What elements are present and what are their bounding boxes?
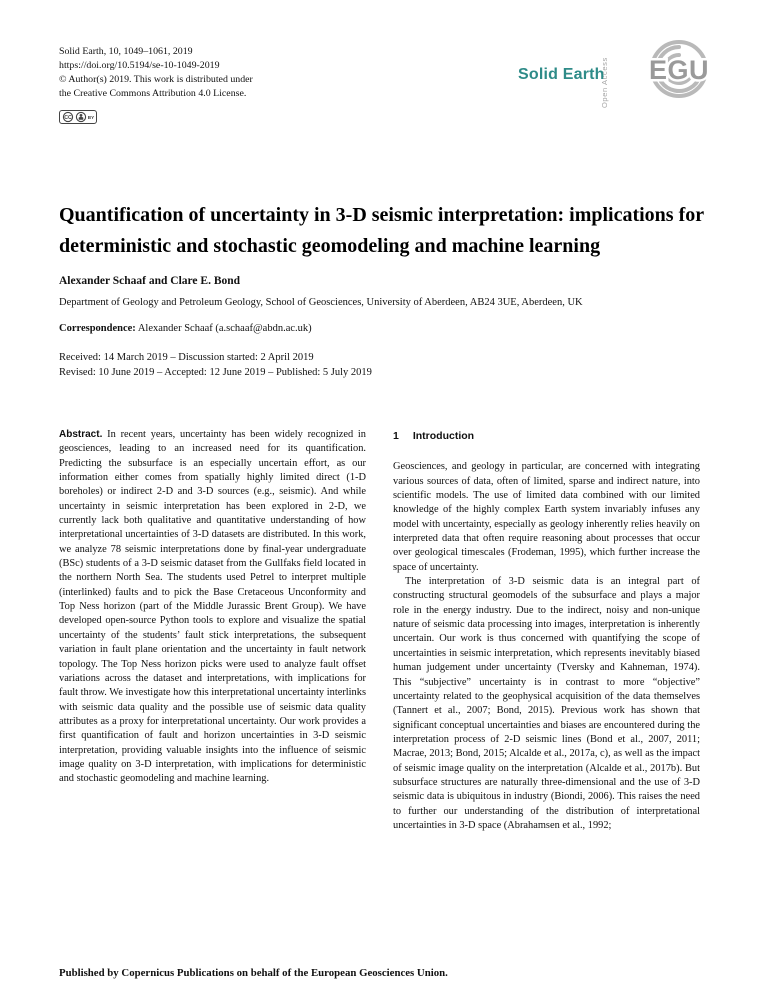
introduction-column <box>393 428 700 833</box>
section-title: Introduction <box>412 430 475 442</box>
journal-logotype: Solid Earth <box>518 66 605 83</box>
copyright-line: © Author(s) 2019. This work is distributed under <box>59 74 253 85</box>
publisher-footer: Published by Copernicus Publications on behalf of the European Geosciences Union. <box>59 967 448 979</box>
cc-by-license-badge[interactable] <box>59 110 97 129</box>
body-columns <box>59 428 700 833</box>
revised-line: Revised: 10 June 2019 – Accepted: 12 June 2019 – Published: 5 July 2019 <box>59 366 372 378</box>
svg-text:BY: BY <box>87 115 95 121</box>
svg-text:CC: CC <box>64 115 72 122</box>
introduction-paragraph-1: Geosciences, and geology in particular, are concerned with integrating various sources of data, often of limited, sparse and indirect nature, into scientific models. The use of limited data combined with our limited knowledge of the highly complex Earth system invariably infuses any model with uncertainty, especially as geology inherently relies heavily on interpreted data that often require reasoning about processes that occur over geological timescales (Frodeman, 1995), which further increase the space of uncertainty. <box>393 461 700 573</box>
abstract-paragraph <box>59 428 366 787</box>
doi-link[interactable]: https://doi.org/10.5194/se-10-1049-2019 <box>59 60 220 71</box>
abstract-column <box>59 428 366 833</box>
section-heading-introduction <box>393 429 700 443</box>
paper-title: Quantification of uncertainty in 3-D seismic interpretation: implications for deterministic and stochastic geomodeling and machine learning <box>59 204 704 257</box>
introduction-paragraph-2: The interpretation of 3-D seismic data is an integral part of constructing structural geomodels of the subsurface and plays a major role in the energy industry. Due to the indirect, noisy and non-unique nature of seismic data processing into images, interpretation is inherently uncertain. Our work is thus concerned with quantifying the scope of uncertainties in seismic interpretation, which represents inevitably biased human judgement under uncertainty (Tversky and Kahneman, 1974). This “subjective” uncertainty is in contrast to more “objective” uncertainty related to the geophysical acquisition of the data themselves (Tannert et al., 2007; Bond, 2015). Previous work has shown that significant conceptual uncertainties and biases are encountered during the interpretation process of 2-D seismic lines (Bond et al., 2007, 2011; Macrae, 2013; Bond, 2015; Alcalde et al., 2017a, c), as well as the impact of seismic image quality on the interpretation (Alcalde et al., 2017b). But subsurface structures are naturally three-dimensional and the use of 3-D seismic data is ubiquitous in industry (Biondi, 2006). This raises the need to further our understanding of the distribution of interpretational uncertainties in 3-D space (Abrahamsen et al., 1992; <box>393 576 700 831</box>
egu-logo-icon <box>627 38 711 104</box>
correspondence-label: Correspondence: <box>59 323 136 334</box>
cc-by-icon <box>59 110 97 124</box>
received-line: Received: 14 March 2019 – Discussion started: 2 April 2019 <box>59 352 314 363</box>
license-line: the Creative Commons Attribution 4.0 License. <box>59 88 247 99</box>
svg-text:EGU: EGU <box>649 55 710 85</box>
journal-citation: Solid Earth, 10, 1049–1061, 2019 <box>59 46 193 57</box>
correspondence-line <box>59 323 711 334</box>
open-access-label: Open Access <box>600 57 609 108</box>
abstract-label: Abstract. <box>59 429 103 440</box>
correspondence-email[interactable]: Alexander Schaaf (a.schaaf@abdn.ac.uk) <box>137 323 312 334</box>
abstract-text: In recent years, uncertainty has been widely recognized in geosciences, leading to an increased need for its quantification. Predicting the subsurface is an especially uncertain effort, as our information either comes from spatially highly limited direct (1-D boreholes) or indirect 2-D and 3-D sources (e.g., seismic). And while uncertainty in seismic interpretation has been explored in 2-D, we currently lack both qualitative and quantitative understanding of how interpretational uncertainties of 3-D datasets are distributed. In this work, we analyze 78 seismic interpretations done by final-year undergraduate (BSc) students of a 3-D seismic dataset from the Gullfaks field located in the northern North Sea. The students used Petrel to interpret multiple (interlinked) faults and to pick the Base Cretaceous Unconformity and Top Ness horizon (part of the Middle Jurassic Brent Group). We have developed open-source Python tools to explore and visualize the spatial uncertainty of the students’ fault stick interpretations, the subsequent variation in fault plane orientation and the uncertainty in fault network topology. The Top Ness horizon picks were used to analyze fault offset variations across the dataset and interpretations, with implications for fault throw. We investigate how this interpretational uncertainty interlinks with seismic data quality and the possible use of seismic data quality attributes as a proxy for interpretational uncertainty. Our work provides a first quantification of fault and horizon uncertainties in 3-D seismic interpretation, providing valuable insights into the influence of seismic image quality on 3-D interpretation, with implications for deterministic and stochastic geomodeling and machine learning. <box>59 429 366 785</box>
citation-block <box>59 45 253 101</box>
authors: Alexander Schaaf and Clare E. Bond <box>59 275 241 287</box>
affiliation: Department of Geology and Petroleum Geology, School of Geosciences, University of Aberdeen, AB24 3UE, Aberdeen, UK <box>59 297 583 308</box>
section-number: 1 <box>393 430 399 442</box>
dates-block <box>59 351 711 380</box>
title-block <box>59 200 711 380</box>
egu-logo <box>627 38 711 109</box>
